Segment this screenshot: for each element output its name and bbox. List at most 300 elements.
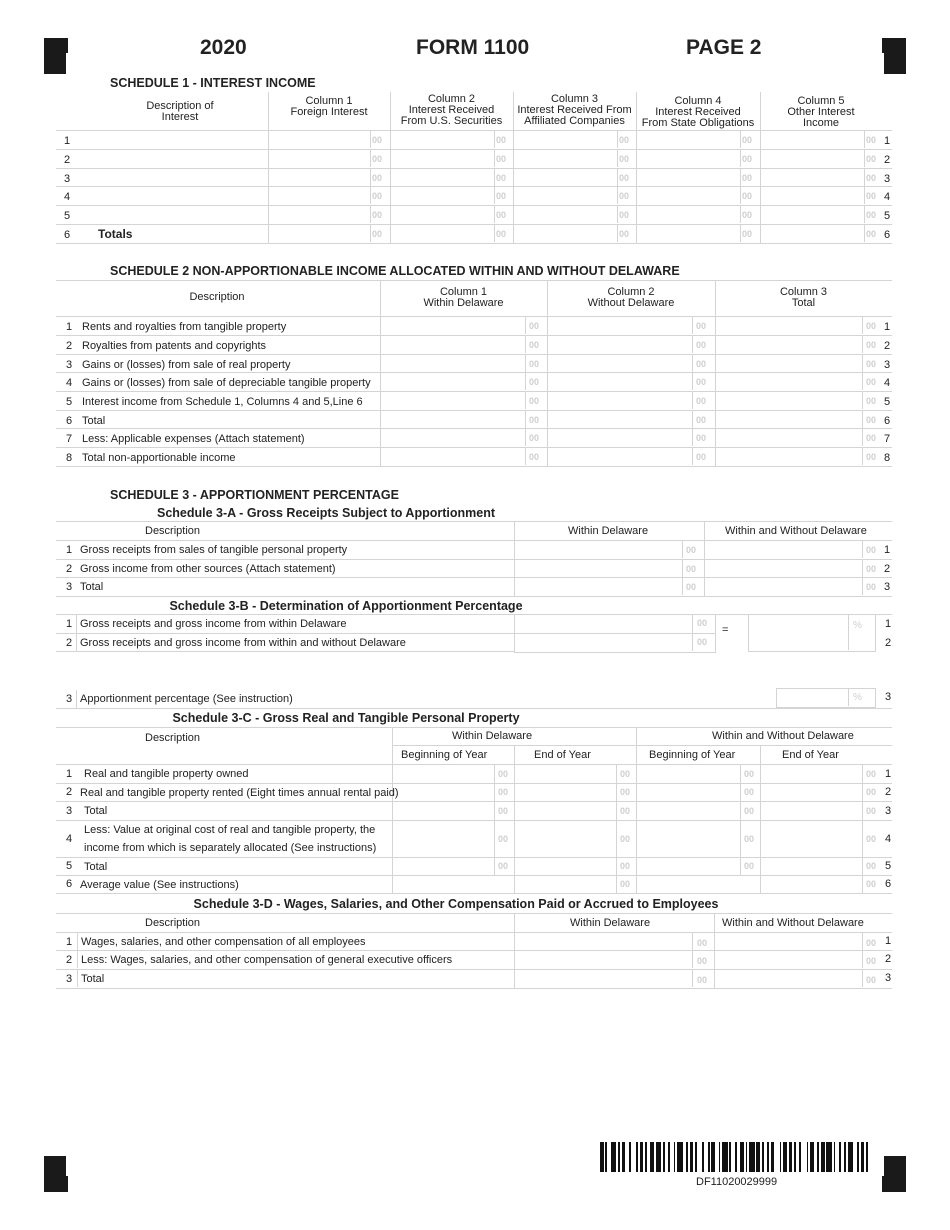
schedule-3c-row-label: Average value (See instructions) [80,879,239,891]
divider [370,149,371,167]
cents-placeholder: 00 [744,834,755,844]
divider [56,280,892,281]
schedule-2-title: SCHEDULE 2 NON-APPORTIONABLE INCOME ALLOCATED WITHIN AND WITHOUT DELAWARE [110,264,680,278]
cents-placeholder: 00 [866,861,877,871]
divider [56,727,892,728]
divider [692,428,693,446]
schedule-2-row-label: Interest income from Schedule 1, Columns 4 and 5,Line 6 [82,396,363,408]
divider [525,354,526,372]
line-number: 3 [66,805,73,817]
divider [77,950,78,968]
schedule-3a-amount-field[interactable] [706,541,880,558]
interest-amount-field[interactable] [762,131,880,148]
line-number-right: 3 [884,581,891,593]
divider [56,913,892,914]
divider [740,820,741,857]
interest-amount-field[interactable] [762,150,880,167]
divider [56,243,892,244]
line-number: 4 [66,833,73,845]
cents-placeholder: 00 [529,321,540,331]
schedule-3c-subheader: Beginning of Year [401,749,488,761]
schedule-2-amount-field[interactable] [549,317,713,334]
line-number-right: 8 [884,452,891,464]
corner-mark-top-left-arm [44,38,68,53]
schedule-1-column-header: Description of Interest [146,100,214,123]
divider [76,614,77,651]
divider [715,280,716,466]
cents-placeholder: 00 [744,787,755,797]
divider [617,149,618,167]
schedule-2-row-label: Gains or (losses) from sale of real property [82,359,291,371]
cents-placeholder: 00 [866,975,877,985]
divider [494,801,495,820]
cents-placeholder: 00 [866,135,877,145]
cents-placeholder: 00 [619,191,630,201]
cents-placeholder: 00 [697,956,708,966]
divider [494,130,495,148]
schedule-3d-within-without-header: Within and Without Delaware [722,917,864,929]
schedule-2-amount-field[interactable] [382,336,545,353]
schedule-3c-within-header: Within Delaware [452,730,533,742]
cents-placeholder: 00 [866,415,877,425]
schedule-2-row-label: Royalties from patents and copyrights [82,340,267,352]
divider [494,224,495,242]
schedule-3c-subheader: End of Year [782,749,839,761]
cents-placeholder: 00 [496,210,507,220]
schedule-2-amount-field[interactable] [717,429,880,446]
divider [370,205,371,223]
line-number-right: 2 [885,786,892,798]
cents-placeholder: 00 [696,433,707,443]
schedule-2-amount-field[interactable] [549,448,713,465]
line-number: 3 [64,173,71,185]
cents-placeholder: 00 [686,564,697,574]
cents-placeholder: 00 [686,545,697,555]
divider [862,316,863,334]
schedule-1-title: SCHEDULE 1 - INTEREST INCOME [110,76,316,90]
cents-placeholder: 00 [866,173,877,183]
schedule-3b-title: Schedule 3-B - Determination of Apportionment Percentage [169,599,523,613]
cents-placeholder: 00 [866,769,877,779]
line-number: 3 [66,693,73,705]
divider [862,969,863,987]
line-number: 2 [66,954,73,966]
cents-placeholder: 00 [620,834,631,844]
divider [862,354,863,372]
cents-placeholder: 00 [498,861,509,871]
schedule-2-row-label: Total non-apportionable income [82,452,236,464]
line-number: 2 [66,637,73,649]
schedule-3c-title: Schedule 3-C - Gross Real and Tangible Personal Property [172,711,520,725]
line-number-right: 2 [884,154,891,166]
divider [56,521,892,522]
divider [862,372,863,390]
line-number-right: 6 [884,229,891,241]
schedule-3a-description-header: Description [145,525,201,537]
schedule-3b-row-label: Apportionment percentage (See instruction) [80,693,293,705]
divider [862,857,863,875]
schedule-3c-within-without-header: Within and Without Delaware [712,730,854,742]
cents-placeholder: 00 [697,618,708,628]
divider [862,932,863,950]
divider [494,186,495,204]
line-number-right: 1 [884,321,891,333]
schedule-3a-title: Schedule 3-A - Gross Receipts Subject to Apportionment [156,506,495,520]
divider [692,932,693,950]
schedule-2-amount-field[interactable] [717,355,880,372]
schedule-2-column-header: Column 2 Without Delaware [587,286,675,309]
interest-amount-field[interactable] [762,187,880,204]
cents-placeholder: 00 [372,135,383,145]
schedule-2-amount-field[interactable] [717,336,880,353]
cents-placeholder: 00 [496,191,507,201]
schedule-2-row-label: Rents and royalties from tangible property [82,321,287,333]
schedule-3b-row-label: Gross receipts and gross income from within and without Delaware [80,637,406,649]
percent-sign: % [853,620,862,631]
divider [370,186,371,204]
divider [740,168,741,186]
schedule-2-row-label: Gains or (losses) from sale of depreciable tangible property [82,377,371,389]
divider [862,540,863,558]
divider [740,857,741,875]
cents-placeholder: 00 [866,787,877,797]
line-number: 1 [66,768,73,780]
divider [692,335,693,353]
cents-placeholder: 00 [742,135,753,145]
cents-placeholder: 00 [619,135,630,145]
divider [494,820,495,857]
line-number: 2 [66,786,73,798]
divider [760,745,761,893]
line-number: 2 [64,154,71,166]
line-number-right: 1 [885,935,892,947]
divider [862,410,863,428]
divider [692,614,693,651]
divider [740,149,741,167]
schedule-1-column-header: Column 4 Interest Received From State Obligations [641,95,755,129]
divider [617,168,618,186]
cents-placeholder: 00 [744,861,755,871]
divider [692,950,693,968]
cents-placeholder: 00 [866,879,877,889]
schedule-2-amount-field[interactable] [549,392,713,409]
line-number: 1 [66,321,73,333]
cents-placeholder: 00 [866,154,877,164]
schedule-3c-row-label: Less: Value at original cost of real and tangible property, the [84,824,376,836]
divider [862,391,863,409]
line-number-right: 1 [884,135,891,147]
divider [494,857,495,875]
cents-placeholder: 00 [529,359,540,369]
schedule-3d-amount-field[interactable] [716,970,880,987]
divider [56,893,892,894]
divider [740,130,741,148]
divider [616,801,617,820]
barcode-image [600,1142,872,1172]
divider [848,614,849,650]
divider [616,857,617,875]
schedule-3c-row-label: Real and tangible property rented (Eight times annual rental paid) [80,787,399,799]
schedule-3d-amount-field[interactable] [516,970,712,987]
divider [77,969,78,987]
schedule-2-amount-field[interactable] [549,411,713,428]
divider [740,783,741,801]
form-title: FORM 1100 [416,36,530,59]
divider [370,168,371,186]
divider [864,224,865,242]
schedule-3a-within-header: Within Delaware [568,525,649,537]
corner-mark-bottom-left-arm [44,1176,68,1192]
divider [864,168,865,186]
percent-sign: % [853,692,862,703]
schedule-3-title: SCHEDULE 3 - APPORTIONMENT PERCENTAGE [110,488,399,502]
cents-placeholder: 00 [496,229,507,239]
line-number-right: 2 [884,340,891,352]
cents-placeholder: 00 [529,377,540,387]
line-number-right: 5 [885,860,892,872]
cents-placeholder: 00 [529,396,540,406]
cents-placeholder: 00 [866,545,877,555]
schedule-2-amount-field[interactable] [382,317,545,334]
schedule-2-amount-field[interactable] [717,373,880,390]
divider [525,428,526,446]
divider [862,577,863,595]
cents-placeholder: 00 [742,191,753,201]
corner-mark-top-right-arm [882,38,906,53]
schedule-3a-amount-field[interactable] [706,560,880,577]
divider [494,783,495,801]
schedule-2-amount-field[interactable] [549,429,713,446]
interest-amount-field[interactable] [762,225,880,242]
cents-placeholder: 00 [866,834,877,844]
line-number-right: 4 [884,377,891,389]
line-number-right: 7 [884,433,891,445]
schedule-2-column-header: Column 3 Total [779,286,828,309]
divider [862,783,863,801]
schedule-3c-row-label: Total [84,861,108,873]
divider [525,410,526,428]
divider [636,727,637,893]
cents-placeholder: 00 [696,377,707,387]
divider [617,130,618,148]
schedule-1-column-header: Column 5 Other Interest Income [787,95,855,129]
cents-placeholder: 00 [866,396,877,406]
schedule-3d-row-label: Less: Wages, salaries, and other compensation of general executive officers [81,954,453,966]
schedule-2-amount-field[interactable] [382,355,545,372]
divider [864,205,865,223]
cents-placeholder: 00 [697,938,708,948]
divider [864,130,865,148]
schedule-2-amount-field[interactable] [382,429,545,446]
interest-amount-field[interactable] [762,206,880,223]
divider [525,335,526,353]
line-number: 1 [66,544,73,556]
divider [862,764,863,783]
line-number-right: 4 [885,833,892,845]
schedule-2-row-label: Less: Applicable expenses (Attach statement) [82,433,305,445]
cents-placeholder: 00 [498,834,509,844]
divider [616,764,617,783]
schedule-3c-description-header: Description [145,732,201,744]
schedule-2-amount-field[interactable] [382,448,545,465]
line-number: 1 [66,618,73,630]
divider [862,559,863,577]
line-number-right: 6 [884,415,891,427]
line-number: 6 [66,415,73,427]
divider [848,688,849,706]
line-number-right: 3 [885,805,892,817]
line-number: 3 [66,973,73,985]
cents-placeholder: 00 [742,210,753,220]
divider [525,316,526,334]
cents-placeholder: 00 [696,359,707,369]
divider [740,186,741,204]
cents-placeholder: 00 [744,806,755,816]
divider [56,466,892,467]
divider [617,186,618,204]
cents-placeholder: 00 [866,321,877,331]
divider [692,969,693,987]
cents-placeholder: 00 [696,340,707,350]
schedule-2-amount-field[interactable] [717,411,880,428]
divider [692,316,693,334]
divider [525,391,526,409]
cents-placeholder: 00 [866,210,877,220]
divider [682,559,683,577]
cents-placeholder: 00 [620,787,631,797]
page-number: PAGE 2 [686,36,762,59]
cents-placeholder: 00 [529,340,540,350]
cents-placeholder: 00 [742,154,753,164]
divider [494,149,495,167]
line-number-right: 3 [884,173,891,185]
cents-placeholder: 00 [866,564,877,574]
divider [862,875,863,893]
line-number: 2 [66,340,73,352]
divider [56,596,892,597]
schedule-3d-amount-field[interactable] [716,951,880,968]
line-number-right: 2 [884,563,891,575]
cents-placeholder: 00 [866,359,877,369]
line-number-right: 3 [885,691,892,703]
schedule-2-amount-field[interactable] [717,448,880,465]
schedule-2-amount-field[interactable] [382,411,545,428]
divider [692,354,693,372]
schedule-3a-row-label: Total [80,581,104,593]
cents-placeholder: 00 [696,396,707,406]
divider [525,372,526,390]
schedule-3a-amount-field[interactable] [516,541,702,558]
divider [862,801,863,820]
cents-placeholder: 00 [498,769,509,779]
line-number: 6 [66,878,73,890]
divider [682,577,683,595]
schedule-3b-row-label: Gross receipts and gross income from within Delaware [80,618,347,630]
cents-placeholder: 00 [697,637,708,647]
schedule-3b-total-field[interactable] [514,633,716,653]
schedule-2-amount-field[interactable] [717,392,880,409]
line-number-right: 3 [885,972,892,984]
cents-placeholder: 00 [620,861,631,871]
schedule-1-column-header: Column 3 Interest Received From Affiliated Companies [517,93,632,127]
divider [740,801,741,820]
schedule-2-row-label: Total [82,415,106,427]
cents-placeholder: 00 [619,154,630,164]
schedule-3c-row-label: income from which is separately allocated (See instructions) [84,842,377,854]
cents-placeholder: 00 [866,582,877,592]
barcode-gap [868,1142,872,1172]
divider [616,783,617,801]
cents-placeholder: 00 [697,975,708,985]
divider [547,280,548,466]
line-number-right: 3 [884,359,891,371]
divider [617,224,618,242]
line-number: 4 [64,191,71,203]
schedule-3a-amount-field[interactable] [516,578,702,595]
schedule-3a-row-label: Gross receipts from sales of tangible personal property [80,544,348,556]
schedule-3d-within-header: Within Delaware [570,917,651,929]
cents-placeholder: 00 [498,787,509,797]
line-number: 3 [66,581,73,593]
schedule-3a-amount-field[interactable] [516,560,702,577]
schedule-1-column-header: Column 1 Foreign Interest [290,95,368,118]
schedule-3d-amount-field[interactable] [516,933,712,950]
cents-placeholder: 00 [866,938,877,948]
line-number: 7 [66,433,73,445]
schedule-1-column-header: Column 2 Interest Received From U.S. Securities [400,93,503,127]
cents-placeholder: 00 [866,433,877,443]
line-number-right: 1 [885,768,892,780]
divider [56,988,892,989]
schedule-2-column-header: Column 1 Within Delaware [423,286,504,309]
schedule-2-amount-field[interactable] [549,373,713,390]
cents-placeholder: 00 [496,173,507,183]
schedule-3b-within-field[interactable] [514,614,716,634]
schedule-3d-description-header: Description [145,917,201,929]
line-number-right: 1 [884,544,891,556]
line-number-right: 5 [884,210,891,222]
schedule-1-row-label: Totals [98,227,133,241]
line-number: 5 [64,210,71,222]
cents-placeholder: 00 [620,806,631,816]
divider [77,932,78,950]
line-number: 4 [66,377,73,389]
divider [740,224,741,242]
schedule-3a-amount-field[interactable] [706,578,880,595]
divider [862,950,863,968]
cents-placeholder: 00 [866,191,877,201]
line-number: 8 [66,452,73,464]
divider [380,280,381,466]
schedule-2-amount-field[interactable] [717,317,880,334]
schedule-2-amount-field[interactable] [549,336,713,353]
cents-placeholder: 00 [696,321,707,331]
divider [494,205,495,223]
schedule-2-amount-field[interactable] [382,392,545,409]
cents-placeholder: 00 [866,452,877,462]
schedule-3d-amount-field[interactable] [716,933,880,950]
cents-placeholder: 00 [866,806,877,816]
line-number: 5 [66,396,73,408]
cents-placeholder: 00 [619,210,630,220]
schedule-3d-amount-field[interactable] [516,951,712,968]
cents-placeholder: 00 [529,433,540,443]
interest-amount-field[interactable] [762,169,880,186]
cents-placeholder: 00 [372,210,383,220]
schedule-2-amount-field[interactable] [549,355,713,372]
divider [740,764,741,783]
schedule-2-amount-field[interactable] [382,373,545,390]
